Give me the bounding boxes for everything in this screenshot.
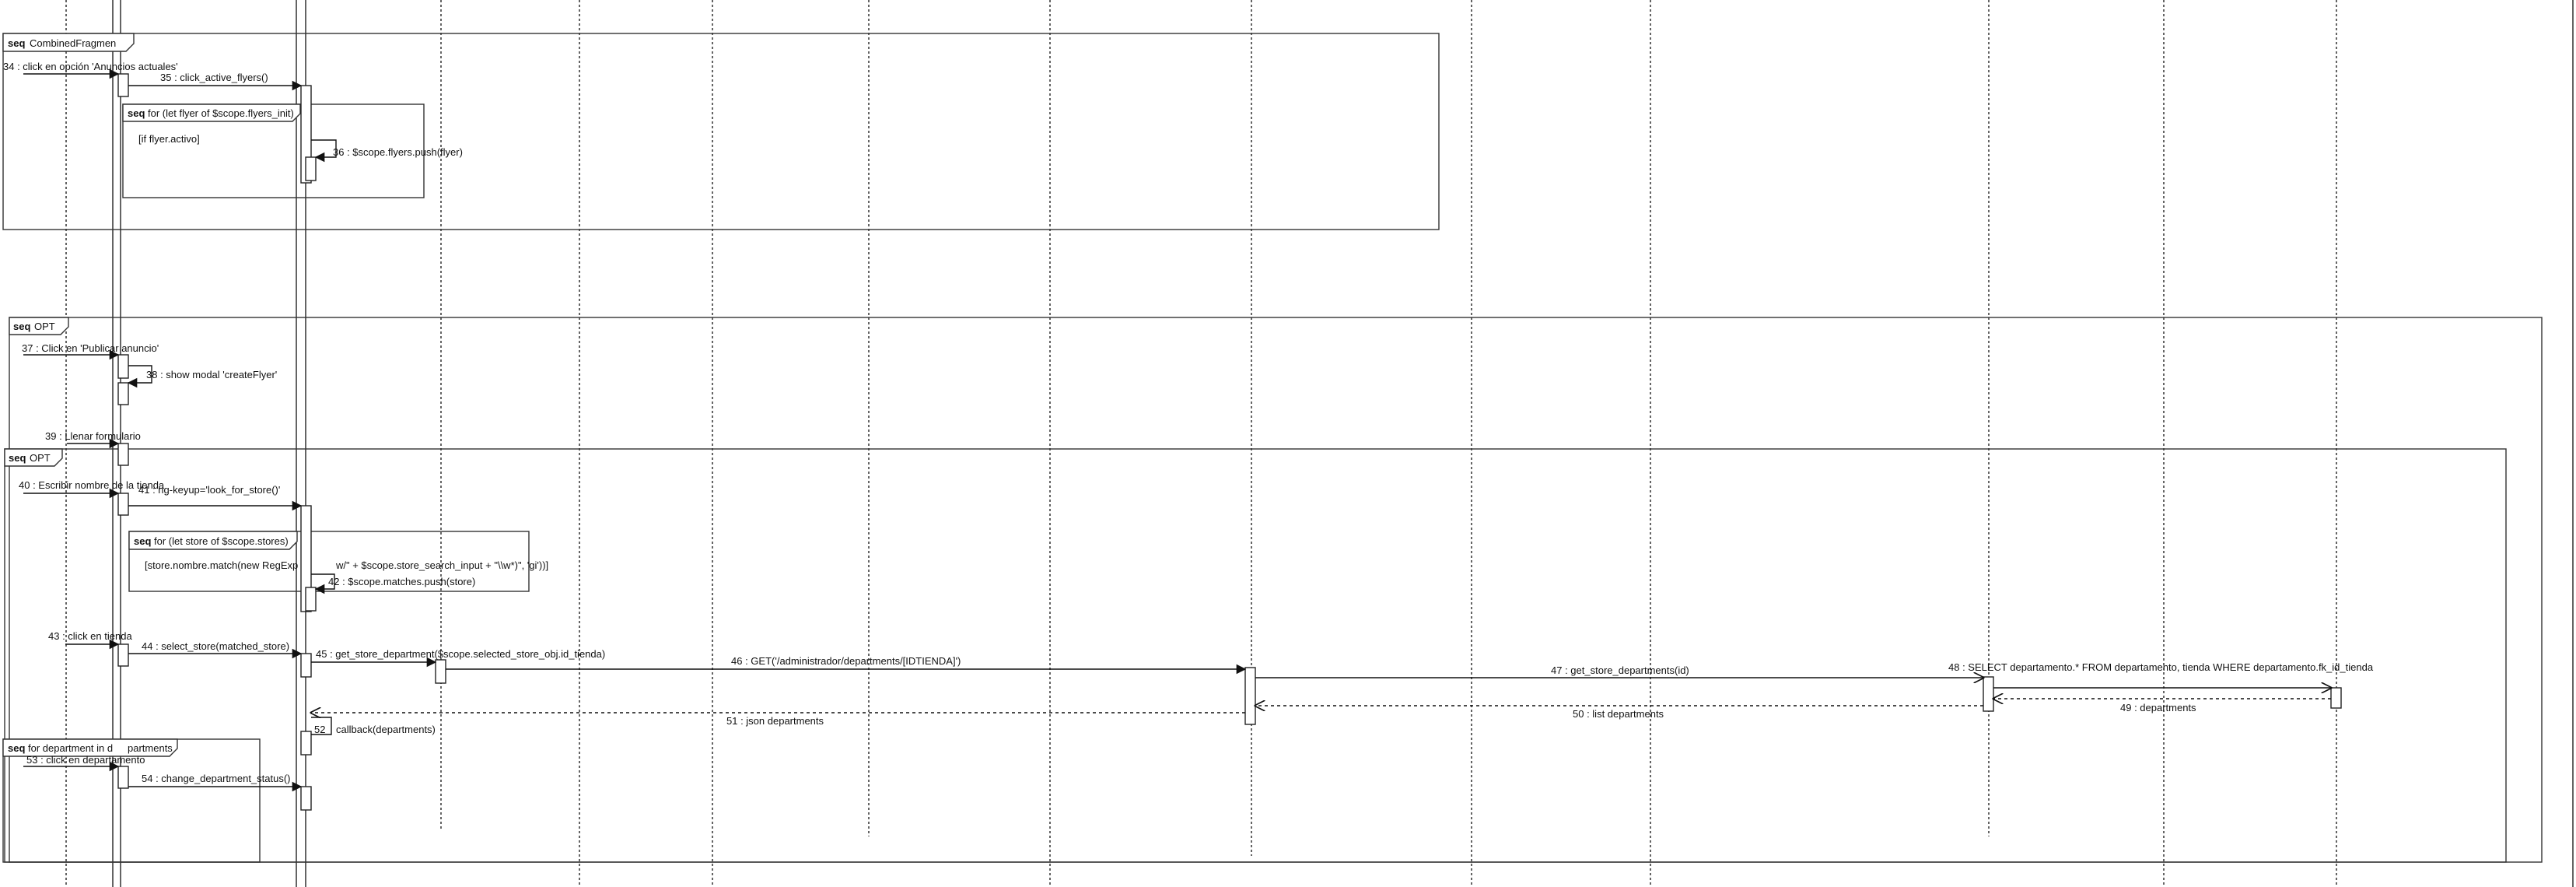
message-label-39: 39 : Llenar formulario — [45, 430, 141, 442]
flyers-loop-guard: [if flyer.activo] — [138, 133, 200, 145]
message-label-43: 43 : click en tienda — [48, 630, 132, 642]
activation-bar — [118, 644, 128, 666]
message-label-49: 49 : departments — [2120, 702, 2196, 713]
stores-loop-kind: seq — [134, 535, 152, 547]
opt-outer-kind: seq — [13, 321, 31, 332]
message-label-35: 35 : click_active_flyers() — [160, 72, 268, 83]
message-label-48: 48 : SELECT departamento.* FROM departamento, tienda WHERE departamento.fk_id_tienda — [1948, 661, 2374, 673]
combined-fragment-kind: seq — [8, 37, 26, 49]
activation-bar — [2331, 688, 2341, 708]
activation-bar — [306, 157, 316, 181]
opt-outer-fragment — [3, 317, 2542, 862]
message-label-38: 38 : show modal 'createFlyer' — [146, 369, 278, 380]
flyers-loop-label: for (let flyer of $scope.flyers_init) — [148, 107, 294, 119]
message-label-37: 37 : Click en 'Publicar anuncio' — [22, 342, 159, 354]
message-label-40: 40 : Escribir nombre de la tienda — [19, 479, 165, 491]
message-label-52: callback(departments) — [336, 724, 436, 735]
messages — [3, 61, 2374, 787]
lifelines — [66, 0, 2573, 887]
message-label-44: 44 : select_store(matched_store) — [142, 640, 290, 652]
activation-bar — [301, 731, 311, 755]
activation-bar — [118, 383, 128, 405]
message-label-36: 36 : $scope.flyers.push(flyer) — [333, 146, 463, 158]
message-label-51: 51 : json departments — [726, 715, 824, 727]
message-label-45: 45 : get_store_department($scope.selected_store_obj.id_tienda) — [316, 648, 606, 660]
opt-outer-frame — [9, 317, 2542, 862]
opt-inner-label: OPT — [30, 452, 51, 464]
stores-loop-label: for (let store of $scope.stores) — [154, 535, 289, 547]
message-label-53: 53 : click en departamento — [26, 754, 145, 766]
activation-bar — [118, 766, 128, 788]
activation-bar — [301, 787, 311, 810]
stores-loop-guard-right: w/" + $scope.store_search_input + "\\w*)", 'gi'))] — [336, 559, 549, 571]
combined-fragment-label: CombinedFragmen — [30, 37, 117, 49]
message-label-41: 41 : ng-keyup='look_for_store()' — [138, 484, 281, 496]
message-label-54: 54 : change_department_status() — [142, 773, 291, 784]
message-label-46: 46 : GET('/administrador/departments/[IDTIENDA]') — [731, 655, 961, 667]
message-label-52-num: 52 — [314, 724, 326, 735]
message-label-34: 34 : click en opción 'Anuncios actuales' — [3, 61, 178, 72]
dept-loop-label-tail: partments — [128, 742, 173, 754]
opt-outer-label: OPT — [34, 321, 55, 332]
activation-bar — [118, 493, 128, 515]
activation-bar — [436, 660, 446, 683]
activation-bar — [1983, 677, 1993, 711]
opt-inner-kind: seq — [9, 452, 26, 464]
activation-bar — [306, 587, 316, 611]
combined-fragment-frame — [3, 33, 1439, 230]
message-label-47: 47 : get_store_departments(id) — [1551, 664, 1689, 676]
combined-fragment — [3, 33, 1439, 230]
activation-bar — [118, 355, 128, 378]
dept-loop-label: for department in d — [28, 742, 114, 754]
activation-bar — [118, 74, 128, 96]
message-label-42: 42 : $scope.matches.push(store) — [328, 576, 476, 587]
activation-bar — [118, 444, 128, 465]
dept-loop-kind: seq — [8, 742, 26, 754]
message-label-50: 50 : list departments — [1573, 708, 1664, 720]
activation-bar — [301, 654, 311, 677]
activation-bar — [1245, 668, 1255, 724]
flyers-loop-kind: seq — [128, 107, 145, 119]
stores-loop-guard-left: [store.nombre.match(new RegExp — [145, 559, 299, 571]
activations — [118, 74, 2341, 810]
